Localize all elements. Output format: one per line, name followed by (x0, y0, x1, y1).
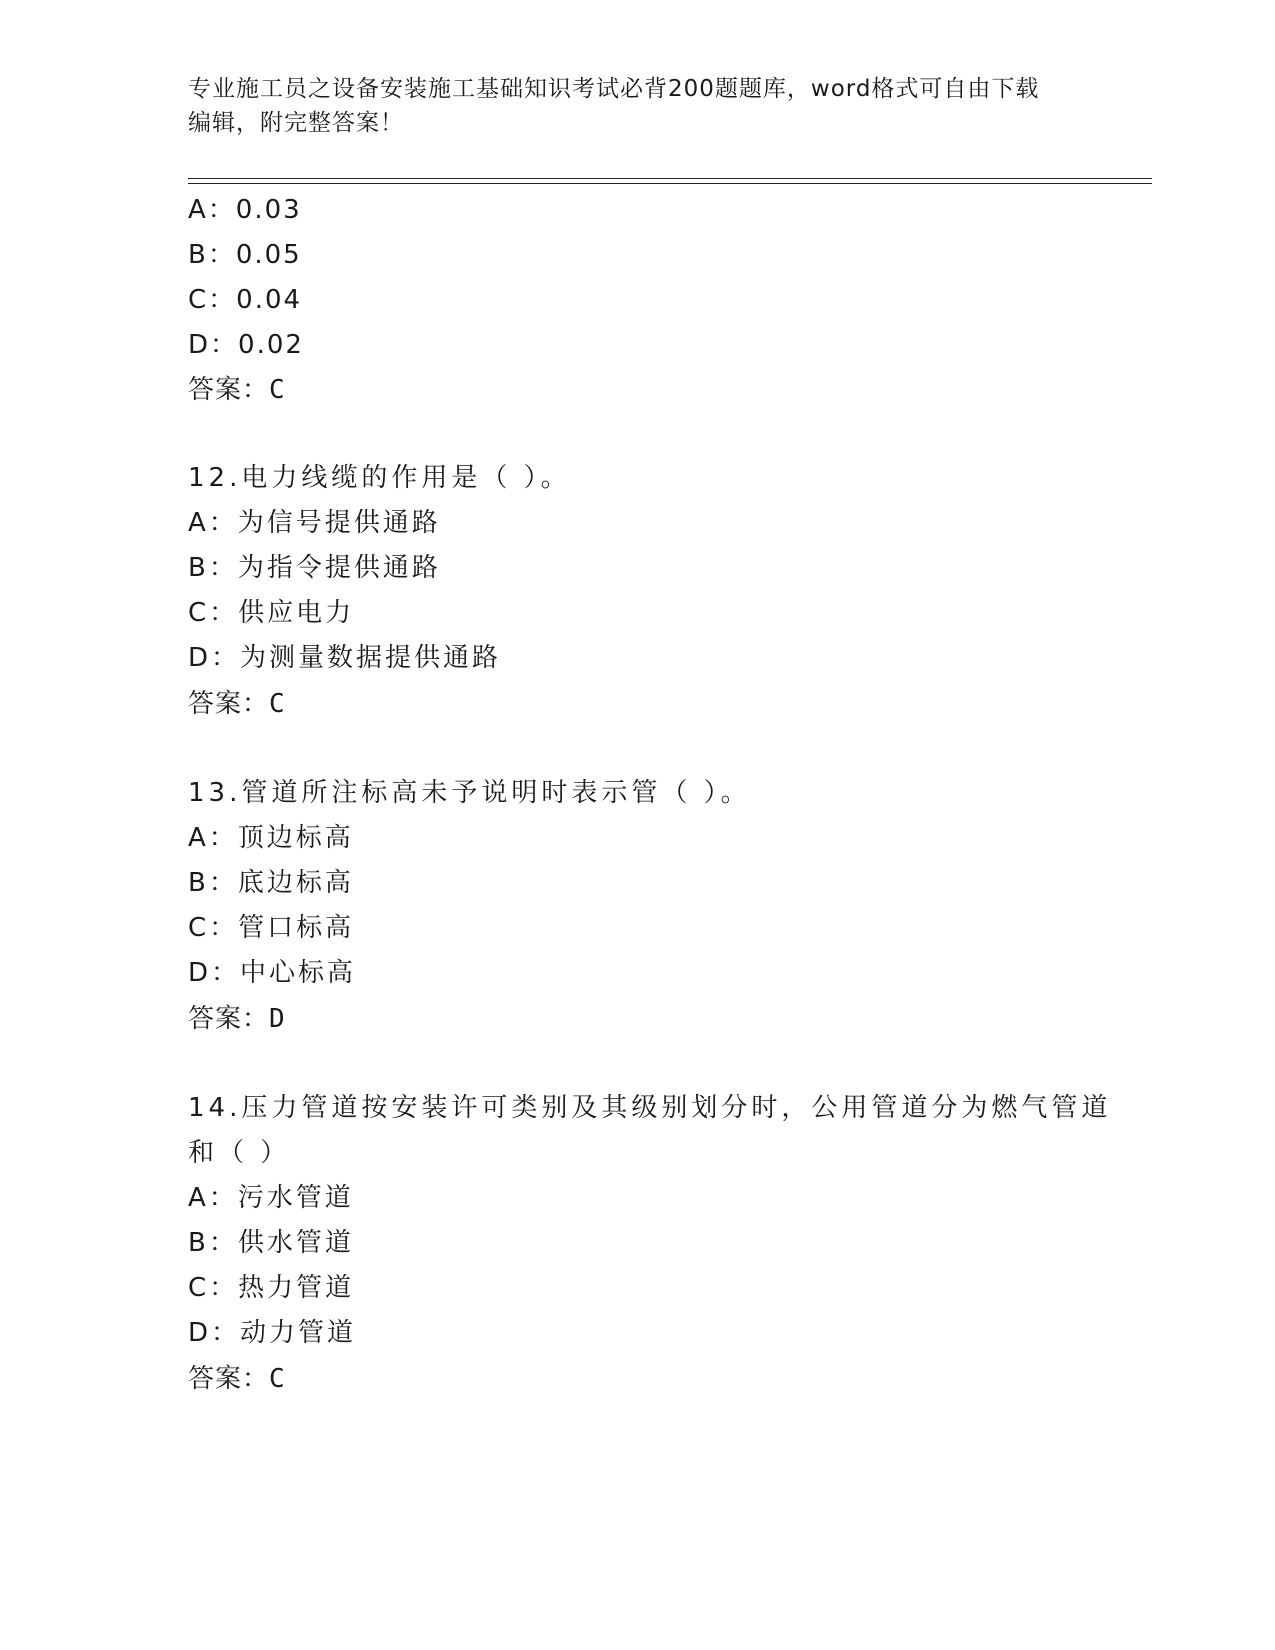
option-c: C：管口标高 (188, 913, 355, 943)
option-b: B：底边标高 (188, 868, 354, 898)
option-d: D：中心标高 (188, 958, 357, 988)
option-c: C：供应电力 (188, 598, 355, 628)
option-a: A：污水管道 (188, 1183, 354, 1213)
question-stem: 13.管道所注标高未予说明时表示管（ ）。 (188, 778, 751, 808)
answer: 答案：C (188, 1364, 286, 1394)
option-d: D：0.02 (188, 330, 304, 360)
answer: 答案：C (188, 689, 286, 719)
document-title (188, 72, 1088, 140)
option-a: A：为信号提供通路 (188, 508, 441, 538)
option-a: A：顶边标高 (188, 823, 354, 853)
header-rule-bottom (188, 183, 1152, 184)
question-stem: 12.电力线缆的作用是（ ）。 (188, 463, 571, 493)
header-rule-top (188, 178, 1152, 179)
option-d: D：动力管道 (188, 1318, 357, 1348)
question-stem-line1: 14.压力管道按安装许可类别及其级别划分时，公用管道分为燃气管道 (188, 1093, 1112, 1123)
option-b: B：供水管道 (188, 1228, 354, 1258)
option-b: B：为指令提供通路 (188, 553, 441, 583)
answer: 答案：C (188, 375, 286, 405)
answer: 答案：D (188, 1004, 286, 1034)
question-stem-line2: 和（ ） (188, 1138, 291, 1168)
document-title-line1: 专业施工员之设备安装施工基础知识考试必背200题题库，word格式可自由下载 (188, 76, 1040, 102)
option-b: B：0.05 (188, 240, 302, 270)
document-title-line2: 编辑，附完整答案！ (188, 110, 404, 136)
option-a: A：0.03 (188, 195, 302, 225)
option-d: D：为测量数据提供通路 (188, 643, 502, 673)
option-c: C：热力管道 (188, 1273, 355, 1303)
option-c: C：0.04 (188, 285, 303, 315)
